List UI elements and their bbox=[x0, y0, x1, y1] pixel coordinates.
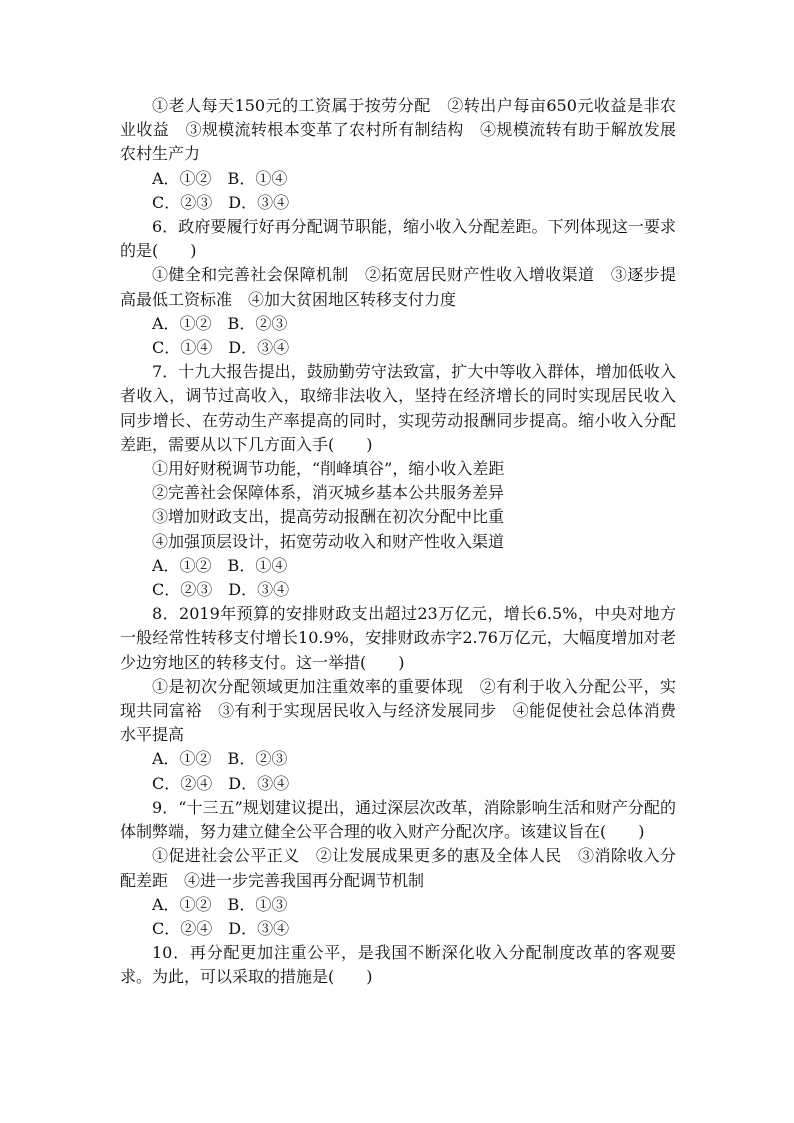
q10-stem: 10．再分配更加注重公平，是我国不断深化收入分配制度改革的客观要求。为此，可以采取的措施是( ) bbox=[120, 943, 676, 987]
q8-options-cd: C．②④ D．③④ bbox=[152, 773, 290, 793]
q9-options-cd: C．②④ D．③④ bbox=[152, 918, 290, 938]
q7-options-cd: C．②③ D．③④ bbox=[152, 580, 290, 600]
q8-stem: 8．2019年预算的安排财政支出超过23万亿元，增长6.5%，中央对地方一般经常性转移支付增长10.9%，安排财政赤字2.76万亿元，大幅度增加对老少边穷地区的转移支付。这一举措( ) bbox=[120, 604, 676, 672]
q6-statements: ①健全和完善社会保障机制 ②拓宽居民财产性收入增收渠道 ③逐步提高最低工资标准 ④加大贫困地区转移支付力度 bbox=[120, 265, 676, 309]
q7-statement-1: ①用好财税调节功能，“削峰填谷”，缩小收入差距 bbox=[152, 459, 505, 479]
q7-stem: 7．十九大报告提出，鼓励勤劳守法致富，扩大中等收入群体，增加低收入者收入，调节过高收入，取缔非法收入，坚持在经济增长的同时实现居民收入同步增长、在劳动生产率提高的同时，实现劳动报酬同步提高。缩小收入分配差距，需要从以下几方面入手( ) bbox=[120, 362, 676, 454]
q6-options-cd: C．①④ D．③④ bbox=[152, 338, 290, 358]
q7-statement-4: ④加强顶层设计，拓宽劳动收入和财产性收入渠道 bbox=[152, 531, 505, 551]
document-page bbox=[120, 94, 676, 990]
q9-stem: 9．“十三五”规划建议提出，通过深层次改革，消除影响生活和财产分配的体制弊端，努力建立健全公平合理的收入财产分配次序。该建议旨在( ) bbox=[120, 797, 676, 842]
q9-options-ab: A．①② B．①③ bbox=[152, 894, 288, 914]
q7-options-ab: A．①② B．①④ bbox=[152, 555, 288, 575]
q7-statement-3: ③增加财政支出，提高劳动报酬在初次分配中比重 bbox=[152, 507, 505, 527]
q5-statements: ①老人每天150元的工资属于按劳分配 ②转出户每亩650元收益是非农业收益 ③规模流转根本变革了农村所有制结构 ④规模流转有助于解放发展农村生产力 bbox=[120, 96, 676, 164]
q6-options-ab: A．①② B．②③ bbox=[152, 313, 288, 333]
q8-statements: ①是初次分配领域更加注重效率的重要体现 ②有利于收入分配公平，实现共同富裕 ③有利于实现居民收入与经济发展同步 ④能促使社会总体消费水平提高 bbox=[120, 676, 676, 745]
q6-stem: 6．政府要履行好再分配调节职能，缩小收入分配差距。下列体现这一要求的是( ) bbox=[120, 217, 676, 261]
q9-statements: ①促进社会公平正义 ②让发展成果更多的惠及全体人民 ③消除收入分配差距 ④进一步完善我国再分配调节机制 bbox=[120, 846, 676, 890]
q8-options-ab: A．①② B．②③ bbox=[152, 749, 288, 769]
q7-statement-2: ②完善社会保障体系，消灭城乡基本公共服务差异 bbox=[152, 483, 505, 503]
q5-options-ab: A．①② B．①④ bbox=[152, 168, 288, 188]
q5-options-cd: C．②③ D．③④ bbox=[152, 192, 290, 212]
